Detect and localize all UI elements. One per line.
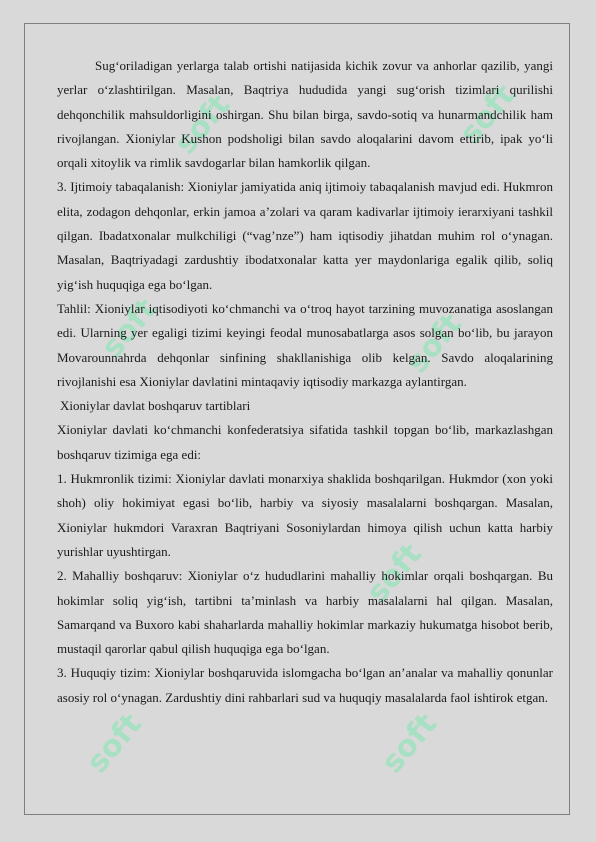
- watermark-text: soft: [453, 78, 523, 152]
- paragraph-rule-system: 1. Hukmronlik tizimi: Xioniylar davlati monarxiya shaklida boshqarilgan. Hukmdor (xon yoki shoh) oliy hokimiyat egasi bo‘lib, harbiy va siyosiy masalalarni boshqargan. Masalan, Xioniylar hukmdori Varaxran Baqtriyani Sosoniylardan himoya qilish uchun katta harbiy yurishlar uyushtirgan.: [57, 471, 553, 559]
- paragraph-legal-system: 3. Huquqiy tizim: Xioniylar boshqaruvida islomgacha bo‘lgan an’analar va mahalliy qonunlar asosiy rol o‘ynagan. Zardushtiy dini rahbarlari sud va huquqiy masalalarda faol ishtirok etgan.: [57, 665, 553, 705]
- watermark-text: soft: [79, 706, 149, 780]
- section-heading: Xioniylar davlat boshqaruv tartiblari: [60, 398, 251, 414]
- paragraph-local-governance: 2. Mahalliy boshqaruv: Xioniylar o‘z hududlarini mahalliy hokimlar orqali boshqargan. Bu hokimlar soliq yig‘ish, tartibni ta’minlash va harbiy masalalarni hal qilgan. Masalan, Samarqand va Buxoro kabi shaharlarda mahalliy hokimlar markaziy hukumatga hisobot berib, mustaqil qarorlar qabul qilish huquqiga ega bo‘lgan.: [57, 568, 553, 657]
- watermark-text: soft: [168, 88, 238, 162]
- watermark-text: soft: [374, 706, 444, 780]
- paragraph-analysis: Tahlil: Xioniylar iqtisodiyoti ko‘chmanchi va o‘troq hayot tarzining muvozanatiga asoslangan edi. Ularning yer egaligi tizimi keyingi feodal munosabatlarga asos solgan bo‘lib, bu jarayon Movarounnahrda dehqonlar sinfining shakllanishiga olib kelgan. Savdo aloqalarining rivojlanishi esa Xioniylar davlatini mintaqaviy iqtisodiy markazga aylantirgan.: [57, 300, 553, 389]
- watermark-text: soft: [94, 291, 164, 365]
- paragraph-social-stratification: 3. Ijtimoiy tabaqalanish: Xioniylar jamiyatida aniq ijtimoiy tabaqalanish mavjud edi. Hukmron elita, zodagon dehqonlar, erkin jamoa a’zolari va qaram kadivarlar ijtimoiy ierarxiyani tashkil qilgan. Ibadatxonalar mulkchiligi (“vag’nze”) ham iqtisodiy jihatdan muhim rol o‘ynagan. Masalan, Baqtriyadagi zardushtiy ibodatxonalar katta yer maydonlariga egalik qilib, soliq yig‘ish huquqiga ega bo‘lgan.: [57, 179, 553, 292]
- watermark-text: soft: [359, 536, 429, 610]
- paragraph-agriculture: Sug‘oriladigan yerlarga talab ortishi natijasida kichik zovur va anhorlar qazilib, yangi yerlar o‘zlashtirilgan. Masalan, Baqtriya hududida yangi sug‘orish tizimlari qurilishi dehqonchilik mahsuldorligini oshirgan. Shu bilan birga, savdo-sotiq va hunarmandchilik ham rivojlangan. Xioniylar Kushon podsholigi bilan savdo aloqalarini davom ettirib, ipak yo‘li orqali xitoylik va rimlik savdogarlar bilan hamkorlik qilgan.: [57, 58, 553, 171]
- document-body: [57, 54, 553, 710]
- paragraph-confederation: Xioniylar davlati ko‘chmanchi konfederatsiya sifatida tashkil topgan bo‘lib, markazlashgan boshqaruv tizimiga ega edi:: [57, 422, 553, 462]
- watermark-text: soft: [399, 306, 469, 380]
